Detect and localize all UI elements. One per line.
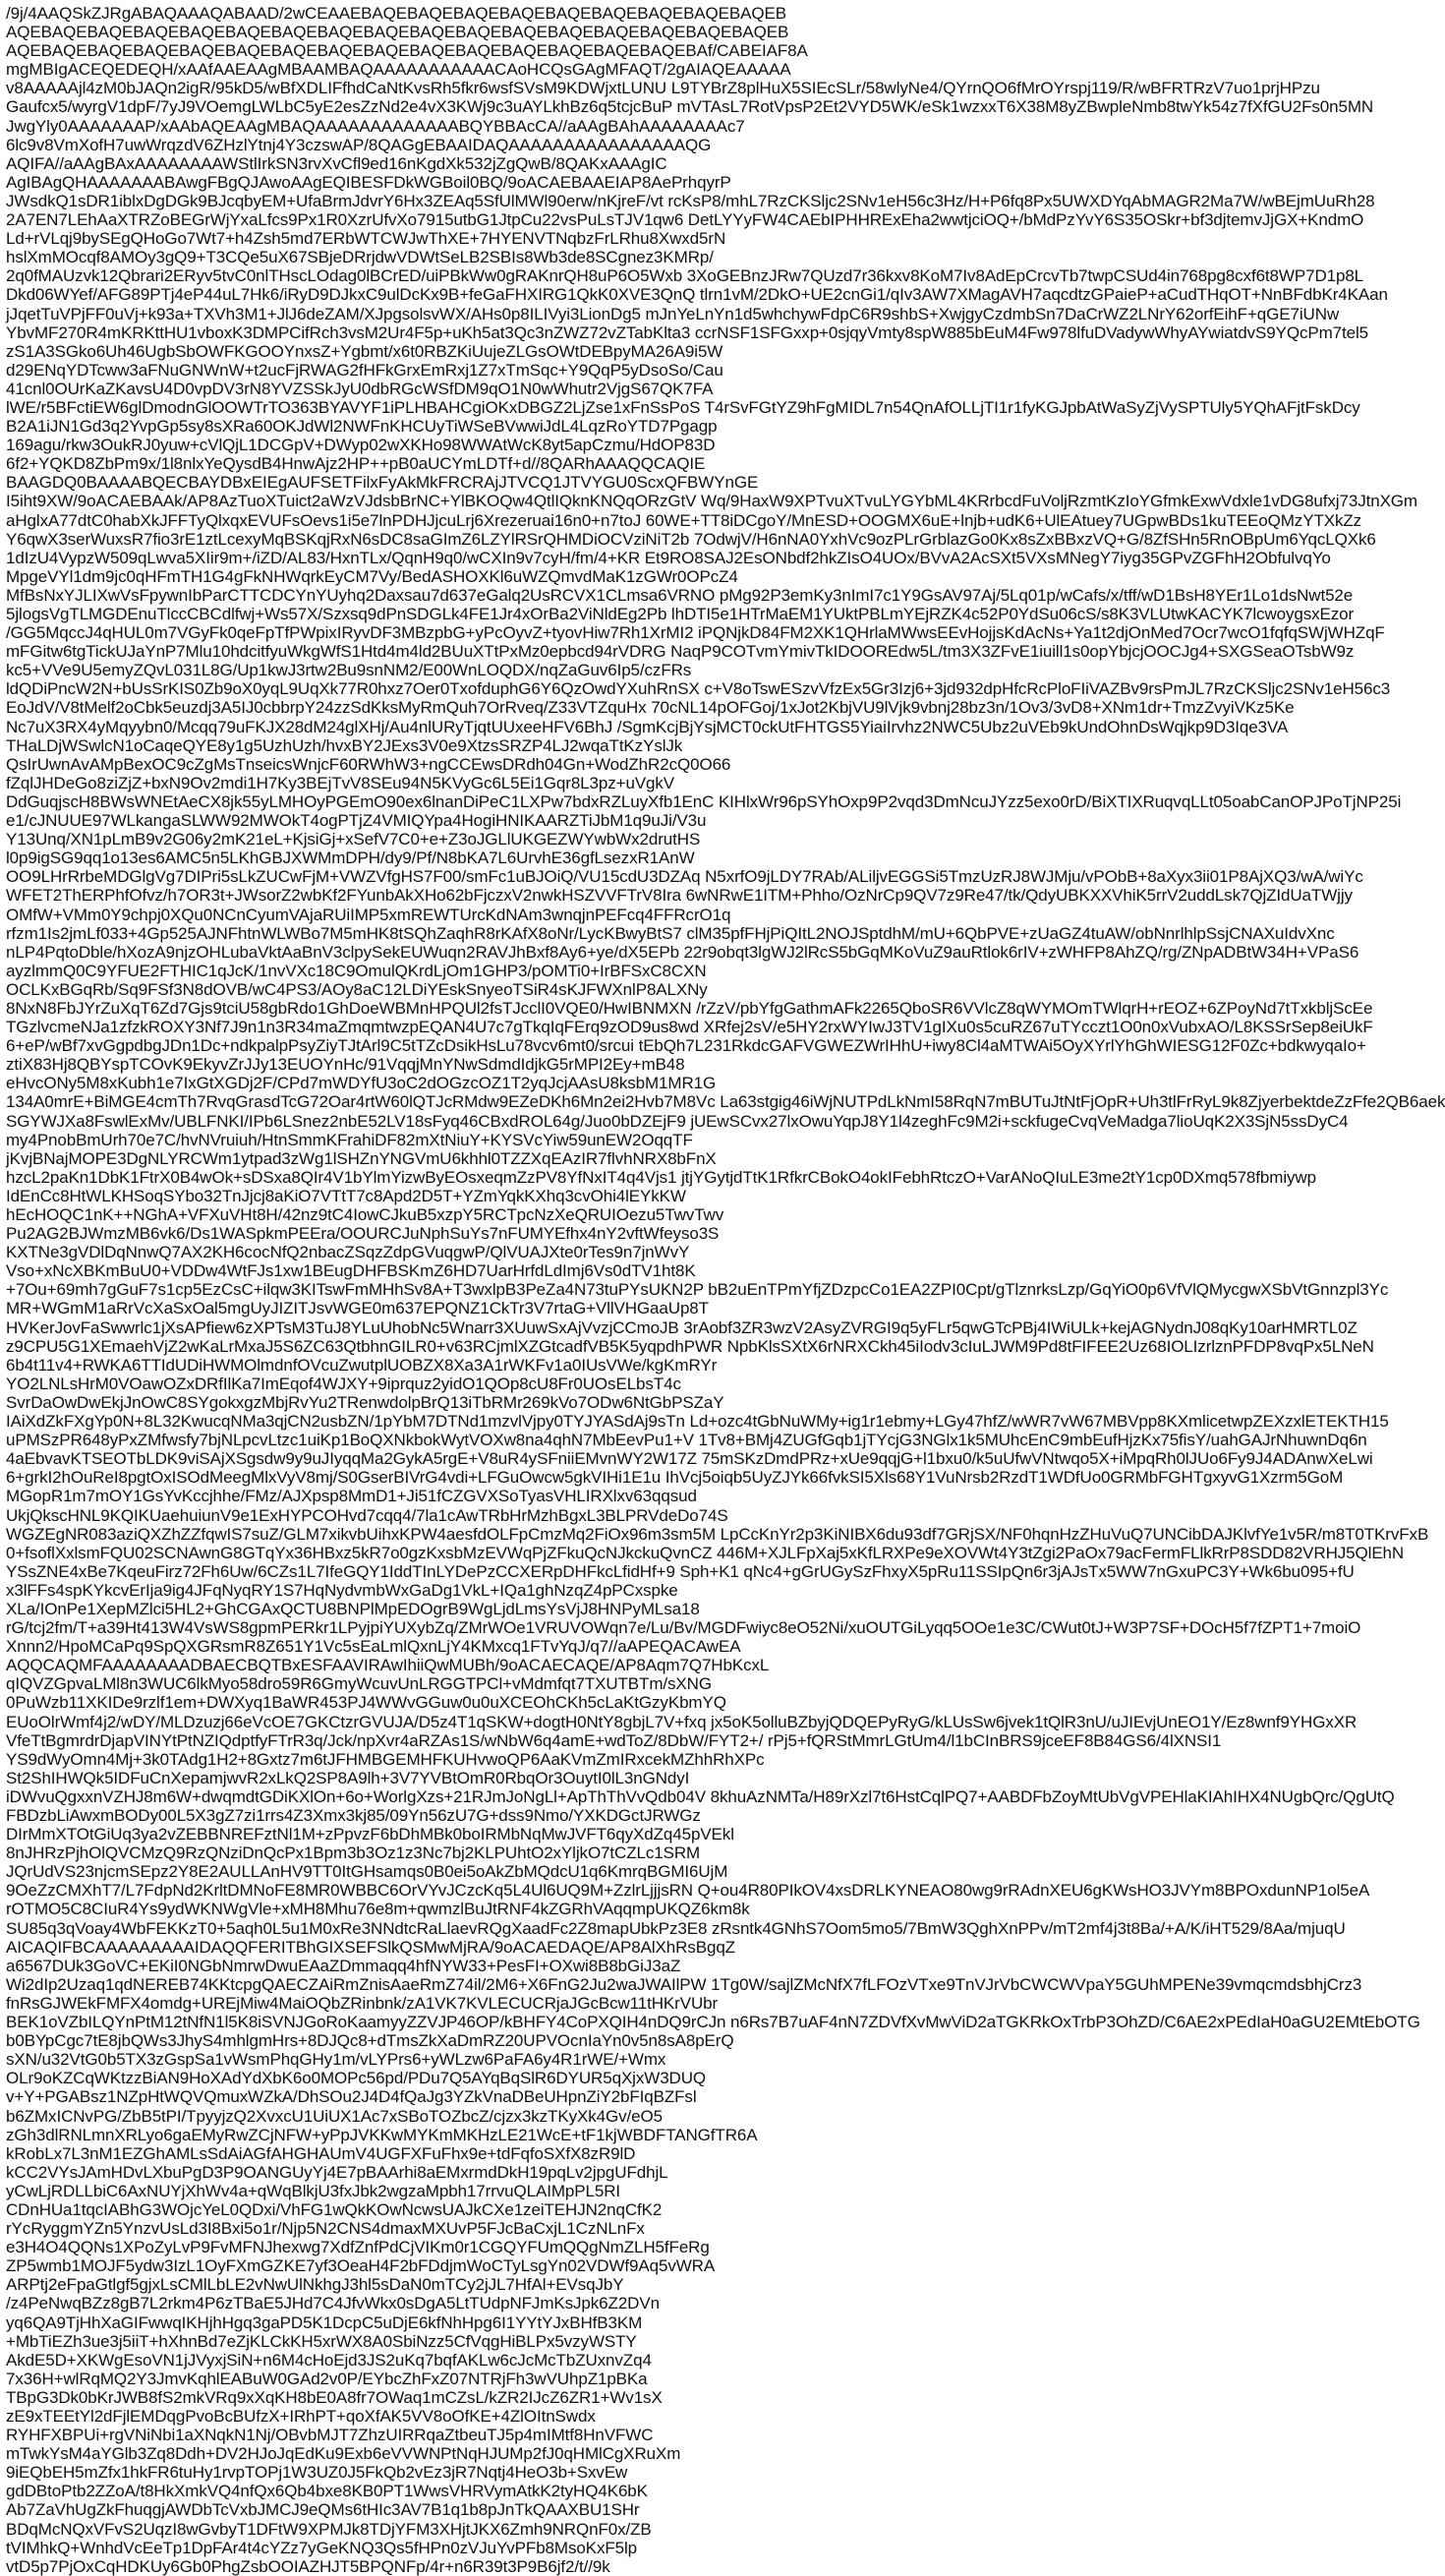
text-line: e3H4O4QQNs1XPoZyLvP9FvMFNJhexwg7XdfZnfPdCjVIKm0r1CGQYFUmQQgNmZLH5fFeRg <box>6 2238 710 2257</box>
text-line: jKvjBNajMOPE3DgNLYRCWm1ytpad3zWg1lSHZnYNGVmU6khhl0TZZXqEAzIR7flvhNRX8bFnX <box>6 1148 717 1168</box>
text-line: 6lc9v8VmXofH7uwWrqzdV6ZHzlYtnj4Y3czswAP/8QAGgEBAAIDAQAAAAAAAAAAAAAAAAQG <box>6 135 712 154</box>
text-line: e1/cJNUUE97WLkangaSLWW92MWOkT4ogPTjZ4VMIQYpa4HogiHNIKAARZTiJbM1q9uJi/V3u <box>6 811 707 831</box>
text-line: OMfW+VMm0Y9chpj0XQu0NCnCyumVAjaRUiIMP5xmREWTUrcKdNAm3wnqjnPEFcq4FFRcrO1q <box>6 905 731 924</box>
text-line: hEcHOQC1nK++NGhA+VFXuVHt8H/42nz9tC4IowCJkuB5xzpY5RCTpcNzXeQRUIOezu5TwvTwv <box>6 1205 724 1224</box>
text-line: +7Ou+69mh7gGuF7s1cp5EzCsC+ilqw3KITswFmMHhSv8A+T3wxlpB3PeZa4N73tuPYsUKN2P bB2uEnTPmYfjZDzpcCo1EA2ZPI0Cpt/gTlznrksLzp/GqYiO0p6VfVlQMycgwXSbVtGnnzpl3Yc <box>6 1280 1389 1300</box>
text-line: BDqMcNQxVFvS2UqzI8wGvbyT1DFtW9XPMJk8TDjYFM3XHjtJKX6Zmh9NRQnF0x/ZB <box>6 2519 652 2539</box>
text-line: +MbTiEZh3ue3j5iiT+hXhnBd7eZjKLCkKH5xrWX8A0SbiNzz5CfVqgHiBLPx5vzyWSTY <box>6 2331 637 2351</box>
text-line: YSsZNE4xBe7KqeuFirz72Fh6Uw/6CZs1L7IfeGQY1IddTInLYDePzCCXERpDHFkcLfidHf+9 Sph+K1 qNc4+gGrUGySzFhxyX5pRu11SSIpQn6r3jAJsTx5WW7nGxuPC3Y+Wk6bu095+fU <box>6 1561 1355 1581</box>
text-line: nLP4PqtoDble/hXozA9njzOHLubaVktAaBnV3clpySekEUWuqn2RAVJhBxf8Ay6+ye/dX5EPb 22r9obqt3lgWJ2lRcS5bGqMKoVuZ9auRtlok6rIV+zWHFP8AhZQ/rg/ZNpADBtW34H+VPaS6 <box>6 942 1359 962</box>
text-line: fZqlJHDeGo8ziZjZ+bxN9Ov2mdi1H7Ky3BEjTvV8SEu94N5KVyGc6L5Ei1Gqr8L3pz+uVgkV <box>6 773 675 792</box>
text-line: Gaufcx5/wyrgV1dpF/7yJ9VOemgLWLbC5yE2esZzNd2e4vX3KWj9c3uAYLkhBz6q5tcjcBuP mVTAsL7RotVpsP2Et2VYD5WK/eSk1wzxxT6X38M8yZBwpleNmb8twYk54z7fXfGU2Fs0n5MN <box>6 97 1374 117</box>
text-line: ztiX83Hj8QBYspTCOvK9EkyvZrJJy13EUOYnHc/91VqqjMnYNwSdmdIdjkG5rMPI2Ey+mB48 <box>6 1055 685 1075</box>
text-line: AQQCAQMFAAAAAAAADBAECBQTBxESFAAVIRAwIhiiQwMUBh/9oACAECAQE/AP8Aqm7Q7HbKcxL <box>6 1656 770 1675</box>
text-line: YbvMF270R4mKRKttHU1vboxK3DMPCifRch3vsM2Ur4F5p+uKh5at3Qc3nZWZ72vZTabKlta3 ccrNSF1SFGxxp+0sjqyVmty8spW885bEuM4Fw978lfuDVadywWhyAYwiatdvS9YQcPm7tel5 <box>6 322 1369 342</box>
text-line: AQIFA//aAAgBAxAAAAAAAAWStlIrkSN3rvXvCfl9ed16nKgdXk532jZgQwB/8QAKxAAAgIC <box>6 153 667 173</box>
text-line: /z4PeNwqBZz8gB7L2rkm4P6zTBaE5JHd7C4JfvWkx0sDgA5LtTUdpNFJmKsJpk6Z2DVn <box>6 2294 660 2313</box>
text-line: x3lFFs4spKYkcvErIja9ig4JFqNyqRY1S7HqNydvmbWxGaDg1VkL+IQa1ghNzqZ4pPCxspke <box>6 1580 678 1600</box>
text-line: fnRsGJWEkFMFX4omdg+UREjMiw4MaiOQbZRinbnk/zA1VK7KVLECUCRjaJGcBcw11tHKrVUbr <box>6 1993 719 2013</box>
text-line: OCLKxBGqRb/Sq9FSf3N8dOVB/wC4PS3/AOy8aC12LDiYEskSnyeoTSiR4sKJFWXnlP8ALXNy <box>6 979 708 999</box>
text-line: OO9LHrRrbeMDGlgVg7DIPri5sLkZUCwFjM+VWZVfgHS7F00/smFc1uBJOiQ/VU15cdU3DZAq N5xrfO9jLDY7RAb/ALiljvEGGSi5TmzUzRJ8WJMju/vPObB+8aXyx3ii01P8AjXQ3/wA/wiYc <box>6 867 1363 887</box>
text-line: SvrDaOwDwEkjJnOwC8SYgokxgzMbjRvYu2TRenwdolpBrQ13iTbRMr269kVo7ODw6NtGbPSZaY <box>6 1392 724 1412</box>
text-line: hzcL2paKn1DbK1FtrX0B4wOk+sDSxa8QIr4V1bYlmYizwByEOsxeqmZzPV8YfNxIT4q4Vjs1 jtjYGytjdTtK1RfkrCBokO4okIFebhRtczO+VarANoQIuLE3me2tY1cp0DXmq578fbmiywp <box>6 1167 1316 1187</box>
text-line: JQrUdVS23njcmSEpz2Y8E2AULLAnHV9TT0ItGHsamqs0B0ei5oAkZbMQdcU1q6KmrqBGMI6UjM <box>6 1862 728 1882</box>
text-line: OLr9oKZCqWKtzzBiAN9HoXAdYdXbK6o0MOPc56pd/PDu7Q5AYqBqSlR6DYUR5qXjxW3DUQ <box>6 2069 707 2088</box>
text-line: WFET2ThERPhfOfvz/h7OR3t+JWsorZ2wbKf2FYunbAkXHo62bFjczxV2nwkHSZVVFTrV8Ira 6wNRwE1ITM+Phho/OzNrCp9QV7z9Re47/tk/QdyUBKXXVhiK5rrV2uddLsk7QjZIdUaTWjjy <box>6 886 1353 906</box>
text-line: 9iEQbEH5mZfx1hkFR6tuHy1rvpTOPj1W3UZ0J5FkQb2vEz3jR7Nqtj4HeO3b+SxvEw <box>6 2463 628 2483</box>
text-line: yq6QA9TjHhXaGIFwwqIKHjhHgq3gaPD5K1DcpC5uDjE6kfNhHpg6I1YYtYJxBHfB3KM <box>6 2313 643 2332</box>
text-line: aHglxA77dtC0habXkJFFTyQlxqxEVUFsOevs1i5e7lnPDHJjcuLrj6Xrezeruai16n0+n7toJ 60WE+TT8iDCgoY/MnESD+OOGMX6uE+lnjb+udK6+UlEAtuey7UGpwBDs1kuTEEoQMzYTXkZz <box>6 510 1362 530</box>
text-line: WGZEgNR083aziQXZhZZfqwIS7suZ/GLM7xikvbUihxKPW4aesfdOLFpCmzMq2FiOx96m3sm5M LpCcKnYr2p3KiNIBX6du93df7GRjSX/NF0hqnHzZHuVuQ7UNCibDAJKlvfYe1v5R/m8T0TKrvFxB <box>6 1524 1429 1544</box>
text-line: my4PnobBmUrh70e7C/hvNVruiuh/HtnSmmKFrahiDF82mXtNiuY+KYSVcYiw59unEW2OqqTF <box>6 1130 693 1149</box>
text-line: kc5+VVe9U5emyZQvL031L8G/Up1kwJ3rtw2Bu9snNM2/E00WnLOQDX/nqZaGuv6Ip5/czFRs <box>6 661 692 680</box>
text-line: SU85q3qVoay4WbFEKKzT0+5aqh0L5u1M0xRe3NNdtcRaLlaevRQgXaadFc2Z8mapUbkPz3E8 zRsntk4GNhS7Oom5mo5/7BmW3QghXnPPv/mT2mf4j3t8Ba/+A/K/iHT529/8Aa/mjuqU <box>6 1918 1346 1938</box>
text-line: RYHFXBPUi+rgVNiNbi1aXNqkN1Nj/OBvbMJT7ZhzUIRRqaZtbeuTJ5p4mIMtf8HnVFWC <box>6 2426 654 2445</box>
text-line: tVIMhkQ+WnhdVcEeTp1DpFAr4t4cYZz7yGeKNQ3Qs5fHPn0zVJuYvPFb8MsoKxF5lp <box>6 2538 638 2557</box>
text-line: MpgeVYl1dm9jc0qHFmTH1G4gFkNHWqrkEyCM7Vy/BedASHOXKl6uWZQmvdMaK1zGWr0OPcZ4 <box>6 566 738 586</box>
text-line: a6567DUk3GoVC+EKiI0NGbNmrwDwuEAaZDmmaqq4hfNYW33+PesFI+OXwi8B8bGiJ3aZ <box>6 1956 681 1975</box>
text-line: z9CPU5G1XEmaehVjZ2wKaLrMxaJ5S6ZC63QtbhnGILR0+v63RCjmlXZGtcadfVB5K5yqpdhPWR NpbKlsSXtX6rNRXCkh45iIodv3cIuLJWM9Pd8tFIFEE2Uz68IOLIzrlznPFDP8vqPx5LNeN <box>6 1336 1374 1356</box>
text-line: XLa/IOnPe1XepMZlci5HL2+GhCGAxQCTU8BNPlMpEDOgrB9WgLjdLmsYsVjJ8HNPyMLsa18 <box>6 1599 700 1618</box>
text-line: rOTMO5C8CIuR4Ys9ydWKNWgVle+xMH8Mhu76e8m+qwmzlBuJtRNF4kZGRhVAqqmpUKQZ6km8k <box>6 1900 750 1919</box>
text-line: 6f2+YQKD8ZbPm9x/1l8nlxYeQysdB4HnwAjz2HP++pB0aUCYmLDTf+d//8QARhAAAQQCAQIE <box>6 454 706 474</box>
text-line: IdEnCc8HtWLKHSoqSYbo32TnJjcj8aKiO7VTtT7c8Apd2D5T+YZmYqkKXhq3cvOhi4lEYkKW <box>6 1186 686 1205</box>
text-line: rG/tcj2fm/T+a39Ht413W4VsWS8gpmPERkr1LPyjpiYUXybZq/ZMrWOe1VRUVOWqn7e/Lu/Bv/MGDFwiyc8eO52Ni/xuOUTGiLyqq5OOe1e3C/CWut0tJ+W3P7SF+DOcH5f7fZPT1+7moiO <box>6 1618 1361 1638</box>
text-line: 6+eP/wBf7xvGgpdbgJDn1Dc+ndkpalpPsyZiyTJtArl9C5tTZcDsikHsLu78vcv6mt0/srcui tEbQh7L231RkdcGAFVGWEZWrIHhU+iwy8Cl4aMTWAi5OyXYrlYhGhWIESG12F0Zc+bdkwyqaIo+ <box>6 1036 1366 1056</box>
text-line: kRobLx7L3nM1EZGhAMLsSdAiAGfAHGHAUmV4UGFXFuFhx9e+tdFqfoSXfX8zR9lD <box>6 2143 636 2163</box>
text-line: 7x36H+wlRqMQ2Y3JmvKqhlEABuW0GAd2v0P/EYbcZhFxZ07NTRjFh3wVUhpZ1pBKa <box>6 2369 648 2388</box>
text-line: mFGitw6tgTickUJaYnP7Mlu10hdcitfyuWkgWfS1Htd4m4ld2BUuXTtPxMz0epbcd94rVDRG NaqP9COTvmYmivTkIDOOREdw5L/tm3X3ZFvE1iuill1s0opYbjcjOOCJg4+SXGSeaOTsbW9z <box>6 642 1355 662</box>
text-line: FBDzbLiAwxmBODy00L5X3gZ7zi1rrs4Z3Xmx3kj85/09Yn56zU7G+dss9Nmo/YXKDGctJRWGz <box>6 1806 701 1825</box>
text-line: B2A1iJN1Gd3q2YvpGp5sy8sXRa60OKJdWl2NWFnKHCUyTiWSeBVwwiJdL4LqzRoYTD7Pgagp <box>6 417 718 437</box>
text-line: jJqetTuVPjFF0uVj+k93a+TXVh3M1+JlJ6deZAM/XJpgsolsvWX/AHs0p8ILIVyi3LionDg5 mJnYeLnYn1d5whchywFdpC6R9shbS+XwjgyCzdmbSn7DaCrWZ2LNrY62orfEihF+qGE7iUNw <box>6 304 1340 323</box>
text-line: AICAQIFBCAAAAAAAAAIDAQQFERITBhGIXSEFSlkQSMwMjRA/9oACAEDAQE/AP8AlXhRsBgqZ <box>6 1937 735 1957</box>
text-line: ldQDiPncW2N+bUsSrKIS0Zb9oX0yqL9UqXk77R0hxz7Oer0TxofduphG6Y6QzOwdYXuhRnSX c+V8oTswESzvVfzEx5Gr3Izj6+3jd932dpHfcRcPloFIiVAZBv9rsPmJL7RzCKSljc2SNv1eH56c3 <box>6 679 1391 699</box>
text-line: rfzm1Is2jmLf033+4Gp525AJNFhtnWLWBo7M5mHK8tSQhZaqhR8rKAfX8oNr/LycKBwyBtS7 clM35pfFHjPiQItL2NOJSptdhM/mU+6QbPVE+zUaGZ4tuAW/obNnrlhlpSsjCNAXuIdvXnc <box>6 923 1335 943</box>
text-line: Xnnn2/HpoMCaPq9SpQXGRsmR8Z651Y1Vc5sEaLmlQxnLjY4KMxcq1FTvYqJ/q7//aAPEQACAwEA <box>6 1637 741 1657</box>
text-line: SGYWJXa8FswlExMv/UBLFNKI/IPb6LSnez2nbE52LV18sFyq46CBxdROL64g/Juo0bDZEjF9 jUEwSCvx27lxOwuYqpJ8Y1l4zeghFc9M2i+sckfugeCvqVeMadga7lioUqK2X3SjN5ssDyC4 <box>6 1111 1349 1131</box>
text-line: lWE/r5BFctiEW6glDmodnGlOOWTrTO363BYAVYF1iPLHBAHCgiOKxDBGZ2LjZse1xFnSsPoS T4rSvFGtYZ9hFgMIDL7n54QnAfOLLjTI1r1fyKGJpbAtWaSyZjVySPTUly5YQhAFjtFskDcy <box>6 397 1360 417</box>
text-line: Vso+xNcXBKmBuU0+VDDw4WtFJs1xw1BEugDHFBSKmZ6HD7UarHrfdLdImj6Vs0dTV1ht8K <box>6 1261 696 1281</box>
text-line: THaLDjWSwlcN1oCaqeQYE8y1g5UzhUzh/hvxBY2JExs3V0e9XtzsSRZP4LJ2wqaTtKzYslJk <box>6 735 683 755</box>
text-line: 0+fsoflXxlsmFQU02SCNAwnG8GTqYx36HBxz5kR7o0gzKxsbMzEVWqPjZFkuQcNJkckuQvnCZ 446M+XJLFpXaj5xKfLRXPe9eXOVWt4Y3tZgi2PaOx79acFermFLlkRrP8SDD82VRHJ5QlEhN <box>6 1543 1405 1562</box>
text-line: 2q0fMAUzvk12Qbrari2ERyv5tvC0nlTHscLOdag0lBCrED/uiPBkWw0gRAKnrQH8uP6O5Wxb 3XoGEBnzJRw7QUzd7r36kxv8KoM7Iv8AdEpCrcvTb7twpCSUd4in768pg8cxf6t8WP7D1p8L <box>6 266 1364 286</box>
text-line: ayzlmmQ0C9YFUE2FTHIC1qJcK/1nvVXc18C9OmulQKrdLjOm1GHP3/pOMTi0+IrBFSxC8CXN <box>6 961 707 980</box>
text-line: TBpG3Dk0bKrJWB8fS2mkVRq9xXqKH8bE0A8fr7OWaq1mCZsL/kZR2IJcZ6ZR1+Wv1sX <box>6 2387 663 2407</box>
text-line: mTwkYsM4aYGlb3Zq8Ddh+DV2HJoJqEdKu9Exb6eVVWNPtNqHJUMp2fJ0qHMlCgXRuXm <box>6 2444 681 2464</box>
text-line: BAAGDQ0BAAAABQECBAYDBxEIEgAUFSETFilxFyAkMkFRCRAjJTVCQ1JTVYGU0ScxQFBWYnGE <box>6 473 759 493</box>
text-line: 0PuWzb11XKIDe9rzlf1em+DWXyq1BaWR453PJ4WWvGGuw0u0uXCEOhCKh5cLaKtGzyKbmYQ <box>6 1693 726 1713</box>
text-line: AQEBAQEBAQEBAQEBAQEBAQEBAQEBAQEBAQEBAQEBAQEBAQEBAQEBAQEBAQEBAf/CABEIAF8A <box>6 41 808 61</box>
text-line: 8nJHRzPjhOlQVCMzQ9RzQNziDnQcPx1Bpm3b3Oz1z3Nc7bj2KLPUhtO2xYljkO7tCZLc1SRM <box>6 1844 701 1863</box>
text-line: BEK1oVZbILQYnPtM12tNfN1l5K8iSVNJGoRoKaamyyZZVJP46OP/kBHFY4CoPXQIH4nDQ9rCJn n6Rs7B7uAF4nN7ZDVfXvMwViD2aTGKRkOxTrbP3OhZD/C6AE2xPEdIaH0aGU2EMtEbOTG <box>6 2013 1420 2032</box>
text-line: yCwLjRDLLbiC6AxNUYjXhWv4a+qWqBlkjU3fxJbk2wgzaMpbh17rrvuQLAIMpPL5RI <box>6 2181 621 2200</box>
text-line: 9OeZzCMXhT7/L7FdpNd2KrltDMNoFE8MR0WBBC6OrVYvJCzcKq5L4Ul6UQ9M+ZzlrLjjjsRN Q+ou4R80PIkOV4xsDRLKYNEAO80wg9rRAdnXEU6gKWsHO3JVYm8BPOxdunNP1ol5eA <box>6 1881 1370 1901</box>
text-line: YS9dWyOmn4Mj+3k0TAdg1H2+8Gxtz7m6tJFHMBGEMHFKUHvwoQP6AaKVmZmIRxcekMZhhRhXPc <box>6 1749 765 1769</box>
text-line: AgIBAgQHAAAAAAABAwgFBgQJAwoAAgEQIBESFDkWGBoil0BQ/9oACAEBAAEIAP8AePrhqyrP <box>6 172 731 192</box>
text-line: iDWvuQgxxnVZHJ8m6W+dwqmdtGDiKXlOn+6o+WorlgXzs+21RJmJoNgLl+ApThThVvQdb04V 8khuAzNMTa/H89rXzl7t6HstCqlPQ7+AABDFbZoyMtUbVgVPEHlaKIAhIHX4NUgbQrc/QgUtQ <box>6 1786 1395 1806</box>
text-line: 1dIzU4VypzW509qLwva5XIir9m+/iZD/AL83/HxnTLx/QqnH9q0/wCXIn9v7cyH/fm/4+KR Et9RO8SAJ2EsONbdf2hkZIsO4UOx/BVvA2AcSXt5VXsMNegY7iyg35GPvZGFhH2ObfulvqYo <box>6 548 1331 567</box>
text-line: EoJdV/V8tMelf2oCbk5euzdj3A5IJ0cbbrpY24zzSdKksMyRmQuh7OrRveq/Z33VTZquHx 70cNL14pOFGoj/1xJot2KbjVU9lVjk9vbnj28bz3n/1Ov3/3vD8+XNm1dr+TmzZvyiVKz5Ke <box>6 698 1295 718</box>
text-line: Ld+rVLqj9bySEgQHoGo7Wt7+h4Zsh5md7ERbWTCWJwThXE+7HYENVTNqbzFrLRhu8Xwxd5rN <box>6 229 726 249</box>
text-line: 41cnl0OUrKaZKavsU4D0vpDV3rN8YVZSSkJyU0dbRGcWSfDM9qO1N0wWhutr2VjgS67QK7FA <box>6 379 714 398</box>
text-line: QsIrUwnAvAMpBexOC9cZgMsTnseicsWnjcF60RWhW3+ngCCEwsDRdh04Gn+WodZhR2cQ0O66 <box>6 754 731 774</box>
text-line: TGzlvcmeNJa1zfzkROXY3Nf7J9n1n3R34maZmqmtwzpEQAN4U7c7gTkqIqFErq9zOD9us8wd XRfej2sV/e5HY2rxWYIwJ3TV1gIXu0s5cuRZ67uTYcczt1O0n0xVubxAO/L8KSSrSep8eiUkF <box>6 1018 1373 1037</box>
text-line: mgMBIgACEQEDEQH/xAAfAAEAAgMBAAMBAQAAAAAAAAAAACAoHCQsGAgMFAQT/2gAIAQEAAAAA <box>6 60 791 80</box>
text-line: AkdE5D+XKWgEsoVN1jJVyxjSiN+n6M4cHoEjd3JS2uKq7bqfAKLw6cJcMcTbZUxnvZq4 <box>6 2350 652 2370</box>
text-line: MR+WGmM1aRrVcXaSxOal5mgUyJIZITJsvWGE0m637EPQNZ1CkTr3V7rtaG+VllVHGaaUp8T <box>6 1299 709 1318</box>
text-line: rYcRyggmYZn5YnzvUsLd3I8Bxi5o1r/Njp5N2CNS4dmaxMXUvP5FJcBaCxjL1CzNLnFx <box>6 2219 645 2239</box>
text-line: IAiXdZkFXgYp0N+8L32KwucqNMa3qjCN2usbZN/1pYbM7DTNd1mzvlVjpy0TYJYASdAj9sTn Ld+ozc4tGbNuWMy+ig1r1ebmy+LGy47hfZ/wWR7vW67MBVpp8KXmlicetwpZEXzxlETEKTH15 <box>6 1412 1389 1432</box>
text-line: v+Y+PGABsz1NZpHtWQVQmuxWZkA/DhSOu2J4D4fQaJg3YZkVnaDBeUHpnZiY2bFIqBZFsl <box>6 2087 697 2107</box>
text-line: DIrMmXTOtGiUq3ya2vZEBBNREFztNl1M+zPpvzF6bDhMBk0boIRMbNqMwJVFT6qyXdZq45pVEkl <box>6 1825 734 1844</box>
text-line: zE9xTEEtYl2dFjlEMDqgPvoBcBUfzX+IRhPT+qoXfAK5VV8oOfKE+4ZlOItnSwdx <box>6 2407 596 2426</box>
text-line: b0BYpCgc7tE8jbQWs3JhyS4mhlgmHrs+8DJQc8+dTmsZkXaDmRZ20UPVOcnIaYn0v5n8sA8pErQ <box>6 2031 734 2051</box>
text-line: zS1A3SGko6Uh46UgbSbOWFKGOOYnxsZ+Ygbmt/x6t0RBZKiUujeZLGsOWtDEBpyMA26A9i5W <box>6 341 723 361</box>
text-line: d29ENqYDTcww3aFNuGNWnW+t2ucFjRWAG2fHFkGrxEmRxj1Z7xTmSqc+Y9QqP5yDsoSo/Cau <box>6 360 723 380</box>
text-line: l0p9igSG9qq1o13es6AMC5n5LKhGBJXWMmDPH/dy9/Pf/N8bKA7L6UrvhE36gfLsezxR1AnW <box>6 849 695 868</box>
text-line: b6ZMxICNvPG/ZbB5tPI/TpyyjzQ2XvxcU1UiUX1Ac7xSBoTOZbcZ/cjzx3kzTKyXk4Gv/eO5 <box>6 2106 663 2126</box>
text-line: YO2LNLsHrM0VOawOZxDRfIlKa7ImEqof4WJXY+9iprquz2yidO1QOp8cU8Fr0UOsELbsT4c <box>6 1374 681 1393</box>
text-line: I5iht9XW/9oACAEBAAk/AP8AzTuoXTuict2aWzVJdsbBrNC+YlBKOQw4QtlIQknKNQqORzGtV Wq/9HaxW9XPTvuXTvuLYGYbML4KRrbcdFuVoljRzmtKzIoYGfmkExwVdxle1vDG8ufxj73JtnXGm <box>6 492 1417 511</box>
text-line: 6+grkI2hOuReI8pgtOxISOdMeegMlxVyV8mj/S0GserBIVrG4vdi+LFGuOwcw5gkVIHi1E1u IhVcj5oiqb5UyZJYk66fvkSI5Xls68Y1VuNrsb2RzdT1WDfUo0GRMbFGHTgxyvG1Xzrm5GoM <box>6 1468 1344 1488</box>
text-line: gdDBtoPtb2ZZoA/t8HkXmkVQ4nfQx6Qb4bxe8KB0PT1WwsVHRVymAtkK2tyHQ4K6bK <box>6 2482 648 2501</box>
text-line: /9j/4AAQSkZJRgABAQAAAQABAAD/2wCEAAEBAQEBAQEBAQEBAQEBAQEBAQEBAQEBAQEBAQEB <box>6 4 786 23</box>
text-line: 4aEbvavKTSEOTbLDK9viSAjXSgsdw9y9uJIyqqMa2GykA5rgE+V8uR4ySFniiEMvnWY2W17Z 75mSKzDmdPRz+xUe9qqjG+l1bxu0/k5uUfwVNtwqo5X+iMpqRh0lJUo6Fy9J4ADAnwXeLwi <box>6 1449 1373 1469</box>
text-line: Ab7ZaVhUgZkFhuqgjAWDbTcVxbJMCJ9eQMs6tHIc3AV7B1q1b8pJnTkQAAXBU1SHr <box>6 2500 640 2520</box>
text-line: zGh3dlRNLmnXRLyo6gaEMyRwZCjNFW+yPpJVKKwMYKmMKHzLE21WcE+tF1kjWBDFTANGfTR6A <box>6 2125 758 2144</box>
text-line: AQEBAQEBAQEBAQEBAQEBAQEBAQEBAQEBAQEBAQEBAQEBAQEBAQEBAQEBAQEBAQEBAQEB <box>6 23 789 42</box>
text-line: MfBsNxYJLIXwVsFpywnIbParCTTCDCYnYUyhq2Daxsau7d637eGalq2UsRCVX1CLmsa6VRNO pMg92P3emKy3nImI7c1Y9GsAV97Aj/5Lq01p/wCafs/x/tff/wD1BsH8YEr1Lo1dsNwt52e <box>6 585 1354 605</box>
text-line: VfeTtBgmrdrDjapVINYtPtNZIQdptfyFTrR3q/Jck/npXvr4aRZAs1S/wNbW6q4amE+wdToZ/8DbW/FYT2+/ rPj5+fQRStMmrLGtUm4/l1bCInBRS9jceEF8B84GS6/4lXNSI1 <box>6 1730 1222 1750</box>
text-line: v8AAAAAjl4zM0bJAQn2igR/95kD5/wBfXDLIFfhdCaNtKvsRh5fkr6wsfSVsM9KDWjxtLUNU L9TYBrZ8plHuX5SIEcSLr/58wlyNe4/QYrnQO6fMrOYrspj119/R/wBFRTRzV7uo1prjHPzu <box>6 79 1320 98</box>
text-line: ARPtj2eFpaGtlgf5gjxLsCMlLbLE2vNwUlNkhgJ3hl5sDaN0mTCy2jJL7HfAl+EVsqJbY <box>6 2275 624 2295</box>
text-line: 134A0mrE+BiMGE4cmTh7RvqGrasdTcG72Oar4rtW60lQTJcRMdw9EZeDKh6Mn2ei2Hvb7M8Vc La63stgig46iWjNUTPdLkNmI58RqN7mBUTuJtNtFjOpR+Uh3tlFrRyL9k8ZjyerbektdeZzFfe2QB6aek <box>6 1092 1445 1112</box>
text-line: /GG5MqccJ4qHUL0m7VGyFk0qeFpTfPWpixIRyvDF3MBzpbG+yPcOyvZ+tyovHiw7Rh1XrMI2 iPQNjkD84FM2XK1QHrlaMWwsEEvHojjsKdAcNs+Ya1t2djOnMed7Ocr7wcO1fqfqSWjWHZqF <box>6 623 1385 643</box>
text-line: St2ShIHWQk5IDFuCnXepamjwvR2xLkQ2SP8A9lh+3V7YVBtOmR0RbqOr3OuytI0lL3nGNdyI <box>6 1768 690 1787</box>
text-line: UkjQkscHNL9KQIKUaehuiunV9e1ExHYPCOHvd7cqq4/7la1cAwTRbHrMzhBgxL3BLPRVdeDo74S <box>6 1505 728 1525</box>
text-line: eHvcONy5M8xKubh1e7IxGtXGDj2F/CPd7mWDYfU3oC2dOGzcOZ1T2yqJcjAAsU8ksbM1MR1G <box>6 1074 717 1093</box>
text-line: Wi2dIp2Uzaq1qdNEREB74KKtcpgQAECZAiRmZnisAaeRmZ74il/2M6+X6FnG2Ju2waJWAIlPW 1Tg0W/sajlZMcNfX7fLFOzVTxe9TnVJrVbCWCWVpaY5GUhMPENe39vmqcmdsbhjCrz3 <box>6 1974 1362 1994</box>
text-line: 8NxN8FbJYrZuXqT6Zd7Gjs9tciU58gbRdo1GhDoeWBMnHPQUl2fsTJcclI0VQE0/HwIBNMXN /rZzV/pbYfgGathmAFk2265QboSR6VVlcZ8qWYMOmTWlqrH+rEOZ+6ZPoyNd7tTxkbljScEe <box>6 998 1373 1018</box>
text-line: vtD5p7PjOxCqHDKUy6Gb0PhgZsbOOIAZHJT5BPQNFp/4r+n6R39t3P9B6jf2/t//9k <box>6 2556 610 2576</box>
text-line: uPMSzPR648yPxZMfwsfy7bjNLpcvLtzc1uiKp1BoQXNkbokWytVOXw8na4qhN7MbEevPu1+V 1Tv8+BMj4ZUGfGqb1jTYcjG3NGlx1k5MUhcEnC9mbEufHjzKx75fisY/uahGAJrNhuwnDq6n <box>6 1431 1367 1450</box>
text-line: sXN/u32VtG0b5TX3zGspSa1vWsmPhqGHy1m/vLYPrs6+yWLzw6PaFA6y4R1rWE/+Wmx <box>6 2050 666 2070</box>
text-line: Nc7uX3RX4yMqyybn0/Mcqq79uFKJX28dM24glXHj/Au4nlURyTjqtUUxeeHFV6BhJ /SgmKcjBjYsjMCT0ckUtFHTGS5YiaiIrvhz2NWC5Ubz2uVEb9kUndOhnDsWqjkp9D3Iqe3VA <box>6 717 1289 736</box>
text-line: hslXmMOcqf8AMOy3gQ9+T3CQe5uX67SBjeDRrjdwVDWtSeLB2SBIs8Wb3de8SCgnez3KMRp/ <box>6 248 714 267</box>
text-line: 6b4t11v4+RWKA6TTIdUDiHWMOlmdnfOVcuZwutplUOBZX8Xa3A1rWKFv1a0IUsVWe/kgKmRYr <box>6 1355 718 1375</box>
text-line: KXTNe3gVDlDqNnwQ7AX2KH6cocNfQ2nbacZSqzZdpGVuqgwP/QlVUAJXte0rTes9n7jnWvY <box>6 1243 690 1262</box>
text-line: Y13Unq/XN1pLmB9v2G06y2mK21eL+KjsiGj+xSefV7C0+e+Z3oJGLlUKGEZWYwbWx2drutHS <box>6 830 701 849</box>
text-line: DdGuqjscH8BWsWNEtAeCX8jk55yLMHOyPGEmO90ex6lnanDiPeC1LXPw7bdxRZLuyXfb1EnC KIHlxWr96pSYhOxp9P2vqd3DmNcuJYzz5exo0rD/BiXTIXRuqvqLLt05oabCanOPJPoTjNP25i <box>6 791 1402 811</box>
text-line: JWsdkQ1sDR1iblxDgDGk9BJcqbyEM+UfaBrmJdvrY6Hx3ZEAq5SfUlMWl90erw/nKjreF/vt rcKsP8/mhL7RzCKSljc2SNv1eH56c3Hz/H+P6fq8Px5UWXDYqAbMAGR2Ma7W/wBEjmUuRh28 <box>6 191 1375 210</box>
text-line: CDnHUa1tqcIABhG3WOjcYeL0QDxi/VhFG1wQkKOwNcwsUAJkCXe1zeiTEHJN2nqCfK2 <box>6 2199 663 2219</box>
text-line: HVKerJovFaSwwrlc1jXsAPfiew6zXPTsM3TuJ8YLuUhobNc5Wnarr3XUuwSxAjVvzjCCmoJB 3rAobf3ZR3wzV2AsyZVRGI9q5yFLr5qwGTcPBj4IWiULk+kejAGNydnJ08qKy10arHMRTL0Z <box>6 1317 1358 1337</box>
text-line: ZP5wmb1MOJF5ydw3IzL1OyFXmGZKE7yf3OeaH4F2bFDdjmWoCTyLsgYn02VDWf9Aq5vWRA <box>6 2256 716 2276</box>
text-line: Y6qwX3serWuxsR7fio3rE1ztLcexyMqBSKqjRxN6sDC8saGImZ6LZYlRSrQHMDiOCVziNiT2b 7OdwjV/H6nNA0YxhVc9ozPLrGrblazGo0Kx8sZxBBxzVQ+G/8ZfSHn5RnOBpUm6YqcLQXk6 <box>6 529 1376 549</box>
text-line: Pu2AG2BJWmzMB6vk6/Ds1WASpkmPEEra/OOURCJuNphSuYs7nFUMYEfhx4nY2vftWfeyso3S <box>6 1224 720 1244</box>
text-line: 5jlogsVgTLMGDEnuTlccCBCdlfwj+Ws57X/Szxsq9dPnSDGLk4FE1Jr4xOrBa2ViNldEg2Pb lhDTI5e1HTrMaEM1YUktPBLmYEjRZK4c52P0YdSu06cS/s8K3VLUtwKACYK7lcwoygsxEzor <box>6 605 1355 623</box>
text-line: 169agu/rkw3OukRJ0yuw+cVlQjL1DCGpV+DWyp02wXKHo98WWAtWcK8yt5apCzmu/HdOP83D <box>6 436 716 455</box>
text-line: qIQVZGpvaLMl8n3WUC6lkMyo58dro59R6GmyWcuvUnLRGGTPCl+vMdmfqt7TXUTBTm/sXNG <box>6 1674 712 1694</box>
text-line: MGopR1m7mOY1GsYvKccjhhe/FMz/AJXpsp8MmD1+Ji51fCZGVXSoTyasVHLIRXlxv63qqsud <box>6 1487 697 1506</box>
text-line: 2A7EN7LEhAaXTRZoBEGrWjYxaLfcs9Px1R0XzrUfvXo7915utbG1JtpCu22vsPuLsTJV1qw6 DetLYYyFW4CAEbIPHHRExEha2wwtjciOQ+/bMdPzYvY6S35OSkr+bf3djtemvJjGX+KndmO <box>6 210 1364 230</box>
text-line: Dkd06WYef/AFG89PTj4eP44uL7Hk6/iRyD9DJkxC9ulDcKx9B+feGaFHXIRG1QkK0XVE3QnQ tlrn1vM/2DkO+UE2cnGi1/qIv3AW7XMagAVH7aqcdtzGPaieP+aCudTHqOT+NnBFdbKr4KAan <box>6 285 1388 305</box>
text-line: JwgYly0AAAAAAAP/xAAbAQEAAgMBAQAAAAAAAAAAAAABQYBBAcCA//aAAgBAhAAAAAAAAc7 <box>6 116 745 136</box>
text-line: kCC2VYsJAmHDvLXbuPgD3P9OANGUyYj4E7pBAArhi8aEMxrmdDkH19pqLv2jpgUFdhjL <box>6 2162 668 2182</box>
text-line: EUoOlrWmf4j2/wDY/MLDzuzj66eVcOE7GKCtzrGVUJA/D5z4T1qSKW+dogtH0NtY8gbjL7V+fxq jx5oK5olluBZbyjQDQEPyRyG/kLUsSw6jvek1tQlR3nU/uJIEvjUnEO1Y/Ez8wnf9YHGxXR <box>6 1712 1358 1731</box>
